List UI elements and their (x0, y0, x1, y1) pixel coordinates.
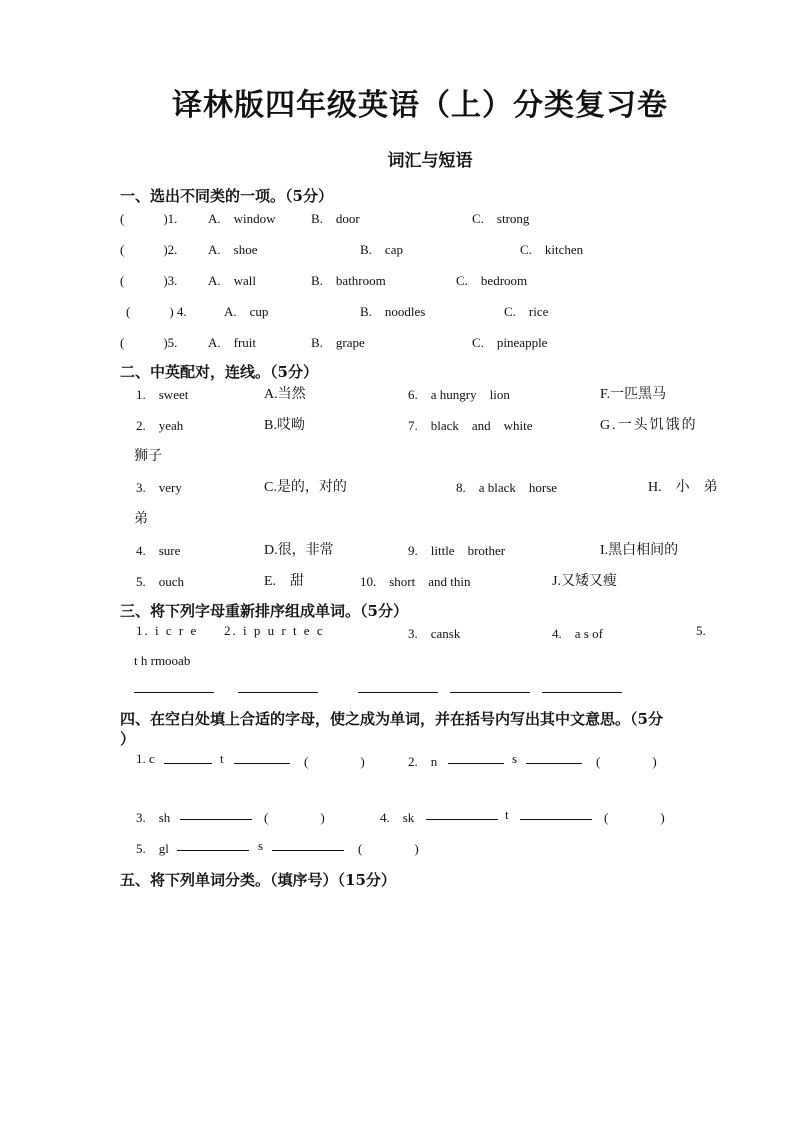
s2-english-8: 8. a black horse (456, 480, 558, 495)
s1-q3-option-c: C. bedroom (456, 273, 528, 288)
s2-english-5: 5. ouch (136, 574, 185, 589)
s2-english-4: 4. sure (136, 543, 181, 558)
s4-item-2-prefix: 2. n (408, 754, 438, 769)
s2-english-1: 1. sweet (136, 387, 189, 402)
s4-item-1-meaning: ( ) (304, 754, 365, 769)
s2-chinese-i: I.黑白相间的 (600, 543, 679, 558)
page-subtitle: 词汇与短语 (387, 151, 473, 171)
s2-english-6: 6. a hungry lion (408, 387, 510, 402)
s4-item-5-meaning: ( ) (358, 841, 419, 856)
section-2-heading: 二、中英配对，连线。（5分） (120, 363, 318, 381)
s1-q3-option-b: B. bathroom (311, 273, 386, 288)
s3-word-5-number: 5. (696, 623, 706, 638)
s2-chinese-c: C.是的，对的 (264, 480, 347, 495)
s4-item-1-blank-b[interactable] (234, 751, 290, 764)
s1-q2-option-b: B. cap (360, 242, 403, 257)
s4-item-1-blank-a[interactable] (164, 751, 212, 764)
s2-chinese-h-continued: 弟 (134, 512, 148, 527)
s3-word-2: 2. i p u r t e c (224, 623, 325, 638)
s4-item-2-blank-a[interactable] (448, 751, 504, 764)
s4-item-5-prefix: 5. gl (136, 841, 169, 856)
s1-q5-option-a: A. fruit (208, 335, 257, 350)
s3-answer-line-5[interactable] (542, 692, 622, 693)
s1-q2-option-c: C. kitchen (520, 242, 584, 257)
s4-item-2-blank-b[interactable] (526, 751, 582, 764)
page-title: 译林版四年级英语（上）分类复习卷 (172, 88, 668, 123)
s2-chinese-f: F.一匹黑马 (600, 387, 667, 402)
s4-item-2-mid: s (512, 751, 518, 766)
s4-item-4-prefix: 4. sk (380, 810, 415, 825)
s1-q3-number: ( )3. (120, 273, 178, 288)
s1-q4-number: ( ) 4. (126, 304, 187, 319)
s1-q2-option-a: A. shoe (208, 242, 258, 257)
s2-english-3: 3. very (136, 480, 182, 495)
s4-item-3-prefix: 3. sh (136, 810, 171, 825)
s4-item-3-blank[interactable] (180, 807, 252, 820)
s2-chinese-a: A.当然 (264, 387, 306, 402)
s1-q4-option-a: A. cup (224, 304, 269, 319)
section-4-heading-tail: ） (120, 730, 136, 748)
s2-chinese-g-continued: 狮子 (134, 449, 162, 464)
s2-chinese-h: H. 小 弟 (648, 480, 718, 495)
s1-q5-option-c: C. pineapple (472, 335, 548, 350)
s1-q1-option-b: B. door (311, 211, 360, 226)
s3-word-5: t h rmooab (134, 653, 191, 668)
s3-answer-line-3[interactable] (358, 692, 438, 693)
s1-q3-option-a: A. wall (208, 273, 257, 288)
s4-item-5-mid: s (258, 838, 264, 853)
s1-q2-number: ( )2. (120, 242, 178, 257)
s1-q1-option-c: C. strong (472, 211, 530, 226)
s1-q1-number: ( )1. (120, 211, 178, 226)
s2-english-2: 2. yeah (136, 418, 184, 433)
s2-chinese-b: B.哎呦 (264, 418, 305, 433)
section-4-heading: 四、在空白处填上合适的字母，使之成为单词，并在括号内写出其中文意思。（5分 (120, 710, 663, 728)
s4-item-4-blank-b[interactable] (520, 807, 592, 820)
s4-item-4-meaning: ( ) (604, 810, 665, 825)
section-3-heading: 三、将下列字母重新排序组成单词。（5分） (120, 602, 408, 620)
s2-english-10: 10. short and thin (360, 574, 471, 589)
s3-answer-line-1[interactable] (134, 692, 214, 693)
s2-chinese-d: D.很，非常 (264, 543, 334, 558)
s4-item-2-meaning: ( ) (596, 754, 657, 769)
s3-word-1: 1. i c r e (136, 623, 199, 638)
s1-q5-option-b: B. grape (311, 335, 365, 350)
s4-item-1-prefix: 1. c (136, 751, 155, 766)
s2-english-7: 7. black and white (408, 418, 533, 433)
s1-q1-option-a: A. window (208, 211, 276, 226)
s3-word-3: 3. cansk (408, 626, 461, 641)
s3-word-4: 4. a s of (552, 626, 603, 641)
s4-item-5-blank-b[interactable] (272, 838, 344, 851)
s4-item-4-blank-a[interactable] (426, 807, 498, 820)
s2-chinese-e: E. 甜 (264, 574, 305, 589)
s2-chinese-g: G.一头饥饿的 (600, 418, 698, 433)
section-1-heading: 一、选出不同类的一项。（5分） (120, 187, 333, 205)
s2-english-9: 9. little brother (408, 543, 506, 558)
s4-item-4-mid: t (505, 807, 509, 822)
s3-answer-line-4[interactable] (450, 692, 530, 693)
s1-q4-option-b: B. noodles (360, 304, 426, 319)
s1-q4-option-c: C. rice (504, 304, 549, 319)
s3-answer-line-2[interactable] (238, 692, 318, 693)
section-5-heading: 五、将下列单词分类。（填序号）（15分） (120, 871, 396, 889)
s4-item-3-meaning: ( ) (264, 810, 325, 825)
s2-chinese-j: J.又矮又瘦 (552, 574, 617, 589)
s1-q5-number: ( )5. (120, 335, 178, 350)
s4-item-5-blank-a[interactable] (177, 838, 249, 851)
s4-item-1-mid: t (220, 751, 224, 766)
